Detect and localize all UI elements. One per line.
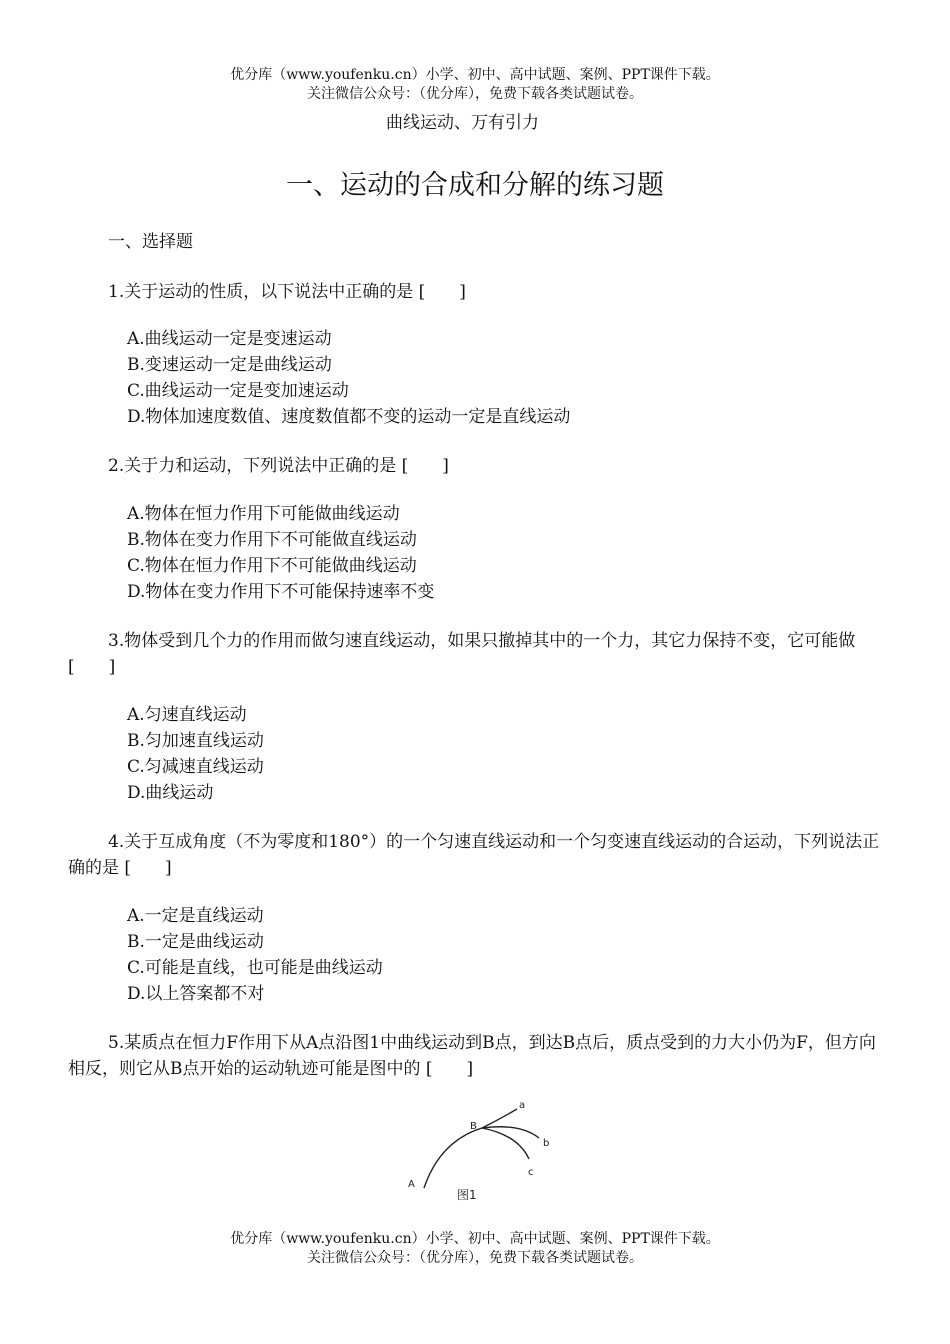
trajectory-c — [482, 1128, 529, 1159]
trajectory-a — [482, 1109, 517, 1128]
q1-option-a: A.曲线运动一定是变速运动 — [127, 329, 332, 349]
q3-option-d: D.曲线运动 — [127, 783, 214, 803]
q1-option-c: C.曲线运动一定是变加速运动 — [127, 381, 349, 401]
q2-option-d: D.物体在变力作用下不可能保持速率不变 — [127, 582, 435, 602]
document-title: 一、运动的合成和分解的练习题 — [286, 170, 664, 201]
label-point-a: A — [408, 1179, 415, 1190]
figure-1-trajectory-diagram — [400, 1095, 560, 1207]
q4-option-d: D.以上答案都不对 — [127, 984, 265, 1004]
q3-option-b: B.匀加速直线运动 — [127, 731, 264, 751]
header-line-2: 关注微信公众号：（优分库），免费下载各类试题试卷。 — [307, 86, 643, 102]
question-4-stem: 4.关于互成角度（不为零度和180°）的一个匀速直线运动和一个匀变速直线运动的合运动，下列说法正确的是 [ ] — [68, 832, 880, 878]
q4-option-a: A.一定是直线运动 — [127, 906, 264, 926]
label-c: c — [528, 1167, 534, 1178]
trajectory-a-to-b — [424, 1128, 482, 1188]
q2-option-a: A.物体在恒力作用下可能做曲线运动 — [127, 504, 400, 524]
document-subtitle: 曲线运动、万有引力 — [386, 113, 539, 133]
q1-option-d: D.物体加速度数值、速度数值都不变的运动一定是直线运动 — [127, 407, 571, 427]
trajectory-b — [482, 1127, 539, 1138]
q3-option-c: C.匀减速直线运动 — [127, 757, 264, 777]
figure-caption: 图1 — [457, 1188, 477, 1202]
question-1-stem: 1.关于运动的性质，以下说法中正确的是 [ ] — [108, 282, 466, 302]
header-line-1: 优分库（www.youfenku.cn）小学、初中、高中试题、案例、PPT课件下载。 — [230, 67, 720, 83]
label-b: b — [543, 1138, 550, 1149]
question-5-stem: 5.某质点在恒力F作用下从A点沿图1中曲线运动到B点，到达B点后，质点受到的力大小仍为F，但方向相反，则它从B点开始的运动轨迹可能是图中的 [ ] — [68, 1033, 876, 1079]
label-point-b: B — [470, 1121, 477, 1132]
footer-line-2: 关注微信公众号：（优分库），免费下载各类试题试卷。 — [307, 1250, 643, 1266]
label-a: a — [519, 1100, 526, 1111]
question-3-stem: 3.物体受到几个力的作用而做匀速直线运动，如果只撤掉其中的一个力，其它力保持不变，它可能做 [ ] — [68, 631, 856, 677]
q4-option-b: B.一定是曲线运动 — [127, 932, 264, 952]
q3-option-a: A.匀速直线运动 — [127, 705, 247, 725]
q2-option-c: C.物体在恒力作用下不可能做曲线运动 — [127, 556, 417, 576]
question-2-stem: 2.关于力和运动，下列说法中正确的是 [ ] — [108, 456, 449, 476]
footer-line-1: 优分库（www.youfenku.cn）小学、初中、高中试题、案例、PPT课件下载。 — [230, 1231, 720, 1247]
q1-option-b: B.变速运动一定是曲线运动 — [127, 355, 332, 375]
q4-option-c: C.可能是直线，也可能是曲线运动 — [127, 958, 383, 978]
section-heading: 一、选择题 — [108, 232, 193, 252]
q2-option-b: B.物体在变力作用下不可能做直线运动 — [127, 530, 417, 550]
